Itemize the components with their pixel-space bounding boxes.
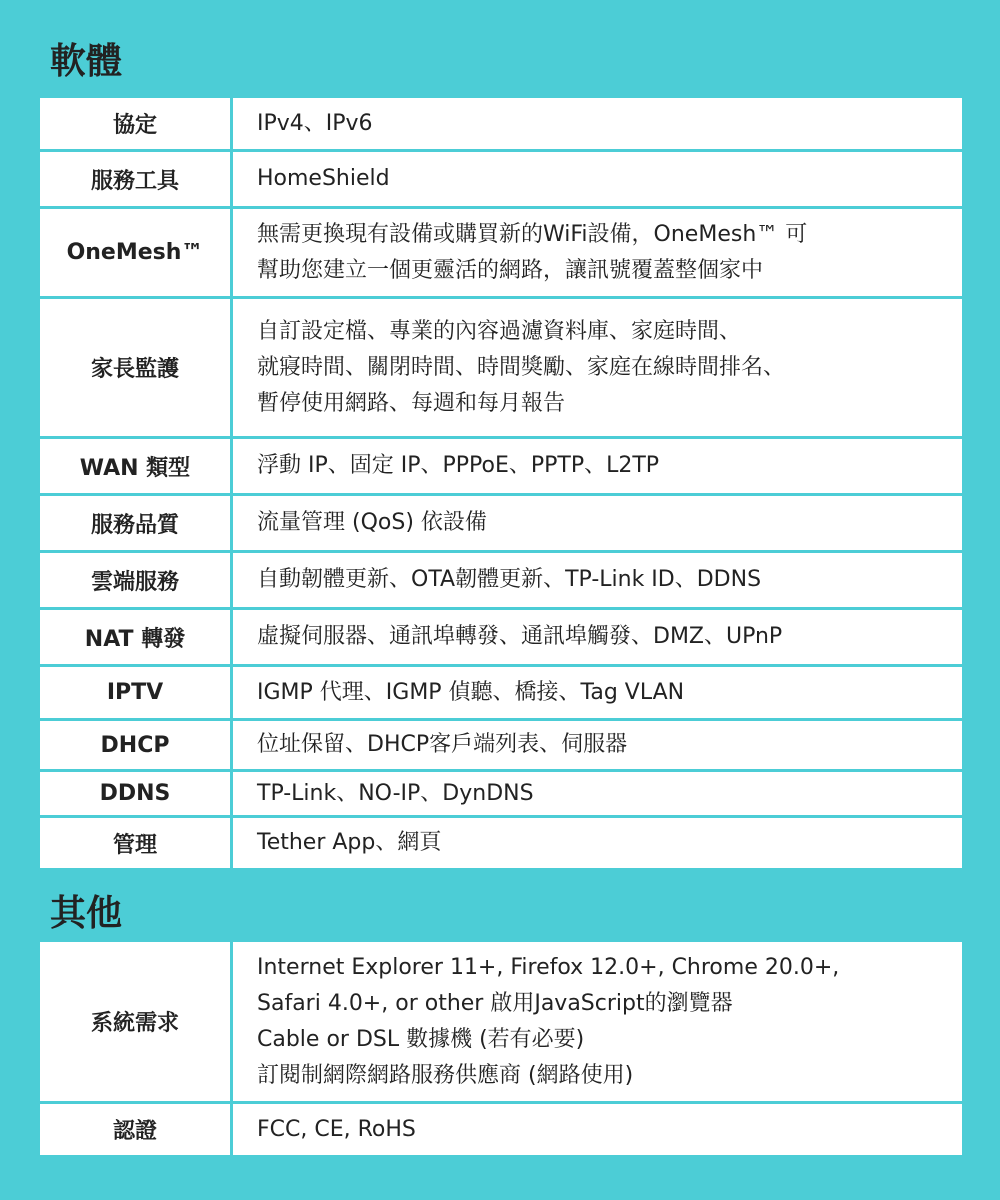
table-row [40, 209, 962, 296]
row-value [233, 439, 962, 493]
table-row [40, 1104, 962, 1155]
value-line: 位址保留、DHCP客戶端列表、伺服器 [257, 732, 628, 757]
others-spec-table [40, 939, 962, 1158]
row-label: DDNS [40, 772, 233, 815]
row-value [233, 1104, 962, 1155]
value-line: 就寢時間、關閉時間、時間獎勵、家庭在線時間排名、 [257, 354, 786, 380]
row-label: 認證 [40, 1104, 233, 1155]
row-value [233, 610, 962, 664]
row-label: IPTV [40, 667, 233, 718]
row-value [233, 818, 962, 868]
value-line: Tether App、網頁 [257, 830, 442, 855]
row-label: 雲端服務 [40, 553, 233, 607]
row-value [233, 299, 962, 436]
row-label: 系統需求 [40, 942, 233, 1101]
row-label: 家長監護 [40, 299, 233, 436]
table-row [40, 553, 962, 607]
value-line: IPv4、IPv6 [257, 110, 373, 136]
value-line: Internet Explorer 11+, Firefox 12.0+, Chrome 20.0+, [257, 954, 840, 980]
row-label: OneMesh™ [40, 209, 233, 296]
row-label: DHCP [40, 721, 233, 769]
value-line: 自訂設定檔、專業的內容過濾資料庫、家庭時間、 [257, 318, 742, 344]
table-row [40, 98, 962, 149]
software-spec-table [40, 95, 962, 871]
table-row [40, 818, 962, 868]
value-line: 自動韌體更新、OTA韌體更新、TP-Link ID、DDNS [257, 567, 762, 592]
value-line: 虛擬伺服器、通訊埠轉發、通訊埠觸發、DMZ、UPnP [257, 624, 783, 649]
row-value [233, 553, 962, 607]
row-value [233, 942, 962, 1101]
row-value [233, 772, 962, 815]
row-value [233, 209, 962, 296]
table-row [40, 496, 962, 550]
table-row [40, 667, 962, 718]
row-value [233, 496, 962, 550]
value-line: 浮動 IP、固定 IP、PPPoE、PPTP、L2TP [257, 453, 660, 478]
value-line: IGMP 代理、IGMP 偵聽、橋接、Tag VLAN [257, 679, 685, 705]
value-line: TP-Link、NO-IP、DynDNS [257, 780, 534, 806]
value-line: Cable or DSL 數據機 (若有必要) [257, 1026, 585, 1052]
row-label: 服務工具 [40, 152, 233, 206]
row-label: WAN 類型 [40, 439, 233, 493]
row-value [233, 721, 962, 769]
row-label: NAT 轉發 [40, 610, 233, 664]
table-row [40, 152, 962, 206]
table-row [40, 439, 962, 493]
row-label: 管理 [40, 818, 233, 868]
table-row [40, 299, 962, 436]
software-section-title: 軟體 [50, 41, 123, 82]
table-row [40, 772, 962, 815]
row-value [233, 98, 962, 149]
row-value [233, 152, 962, 206]
table-row [40, 942, 962, 1101]
value-line: 無需更換現有設備或購買新的WiFi設備，OneMesh™ 可 [257, 221, 808, 247]
row-label: 協定 [40, 98, 233, 149]
row-label: 服務品質 [40, 496, 233, 550]
value-line: 流量管理 (QoS) 依設備 [257, 510, 487, 535]
table-row [40, 610, 962, 664]
value-line: Safari 4.0+, or other 啟用JavaScript的瀏覽器 [257, 990, 733, 1016]
value-line: 暫停使用網路、每週和每月報告 [257, 390, 566, 416]
value-line: 訂閱制網際網路服務供應商 (網路使用) [257, 1062, 634, 1088]
value-line: HomeShield [257, 166, 390, 191]
value-line: 幫助您建立一個更靈活的網路，讓訊號覆蓋整個家中 [257, 257, 764, 283]
others-section-title: 其他 [50, 893, 123, 934]
row-value [233, 667, 962, 718]
value-line: FCC, CE, RoHS [257, 1116, 416, 1142]
table-row [40, 721, 962, 769]
